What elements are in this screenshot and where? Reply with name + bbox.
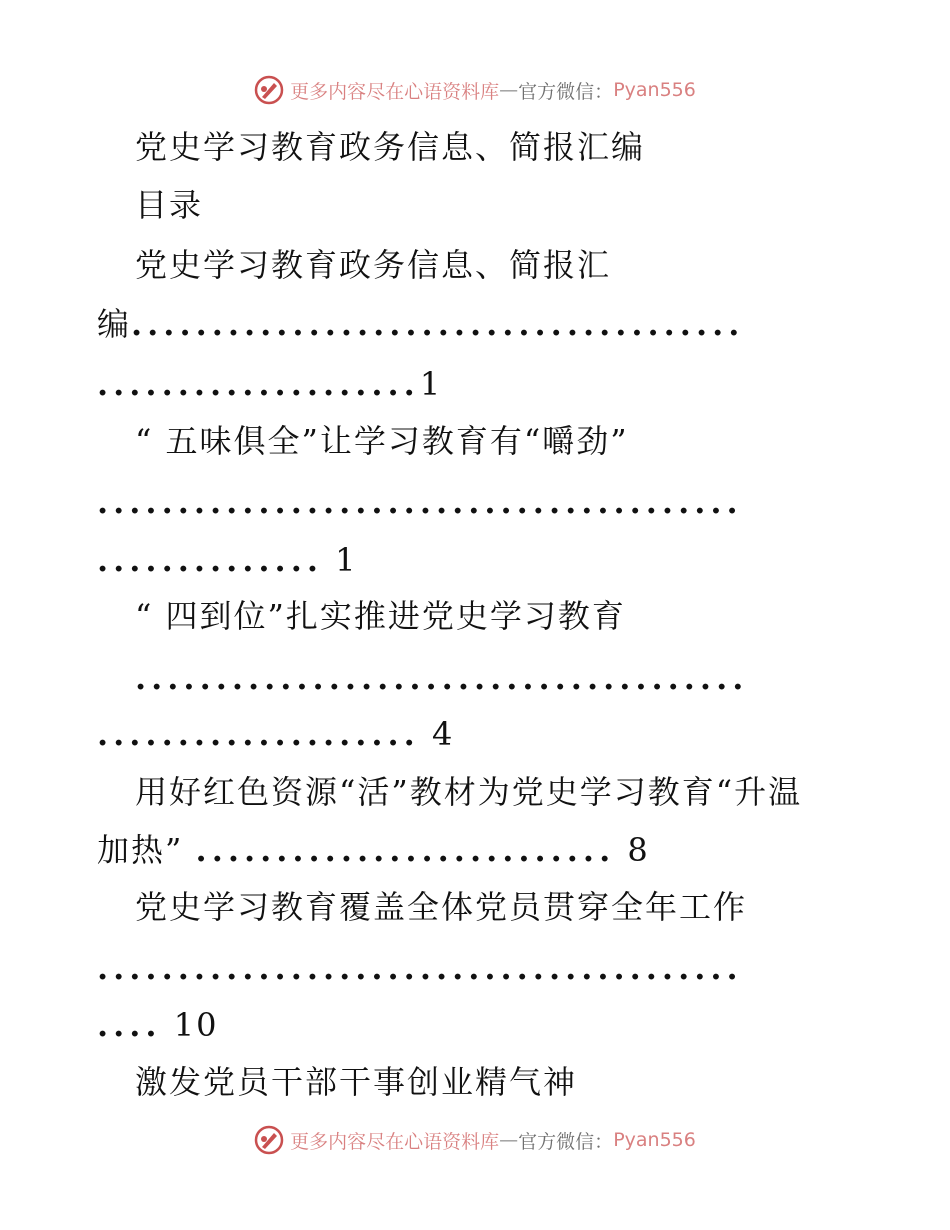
- banner-dash: —: [499, 79, 519, 101]
- toc-entry-page-line[interactable]: [97, 540, 358, 580]
- toc-entry-page-line[interactable]: [97, 714, 454, 754]
- footer-banner: [0, 1120, 950, 1160]
- toc-leader-dots: ........................................: [97, 483, 743, 521]
- toc-page-number: 4: [431, 715, 455, 753]
- toc-page-number: 10: [173, 1006, 219, 1044]
- banner-text: 更多内容尽在心语资料库: [290, 80, 500, 103]
- toc-entry-title[interactable]: 党史学习教育覆盖全体党员贯穿全年工作: [135, 888, 748, 926]
- toc-entry-title[interactable]: 用好红色资源“活”教材为党史学习教育“升温: [135, 773, 803, 811]
- toc-leader-dots: ......................................: [131, 305, 745, 343]
- toc-leader-dots: ..........................: [195, 831, 616, 869]
- toc-leader-line: [97, 482, 743, 522]
- toc-leader-dots: ........................................: [97, 949, 743, 987]
- toc-entry-page-line[interactable]: [97, 364, 442, 404]
- banner-wechat-label: 官方微信：: [518, 80, 614, 103]
- banner-wechat-label: 官方微信：: [518, 1130, 614, 1153]
- toc-leader-line: [97, 948, 743, 988]
- banner-text: 更多内容尽在心语资料库: [290, 1130, 500, 1153]
- banner-dash: —: [499, 1129, 519, 1151]
- pen-logo-icon: [254, 1125, 284, 1155]
- toc-entry-title[interactable]: “ 四到位”扎实推进党史学习教育: [135, 597, 626, 635]
- pen-logo-icon: [254, 75, 284, 105]
- toc-leader-dots: ....................: [97, 715, 420, 753]
- toc-entry-title-cont[interactable]: [97, 304, 744, 344]
- toc-leader-dots: ..............: [97, 541, 323, 579]
- toc-entry-title[interactable]: “ 五味俱全”让学习教育有“嚼劲”: [135, 422, 629, 460]
- header-banner: [0, 70, 950, 110]
- toc-leader-dots: ......................................: [135, 659, 749, 697]
- toc-heading: 目录: [135, 186, 204, 224]
- toc-entry-page-line[interactable]: [97, 830, 650, 870]
- toc-page-number: 1: [335, 541, 358, 579]
- banner-wechat-id: Pyan556: [613, 1129, 696, 1151]
- toc-page-number: 1: [419, 365, 443, 403]
- banner-wechat-id: Pyan556: [613, 79, 696, 101]
- toc-entry-page-line[interactable]: [97, 1005, 218, 1045]
- toc-page-number: 8: [627, 831, 650, 869]
- doc-title: 党史学习教育政务信息、简报汇编: [135, 128, 646, 166]
- toc-entry-title-tail: 加热”: [97, 831, 184, 869]
- toc-entry-title-tail: 编: [97, 305, 132, 343]
- toc-leader-line: [135, 658, 748, 698]
- toc-leader-dots: ....................: [97, 365, 420, 403]
- toc-entry-title[interactable]: 激发党员干部干事创业精气神: [135, 1063, 578, 1101]
- toc-leader-dots: ....: [97, 1006, 162, 1044]
- toc-entry-title[interactable]: 党史学习教育政务信息、简报汇: [135, 246, 612, 284]
